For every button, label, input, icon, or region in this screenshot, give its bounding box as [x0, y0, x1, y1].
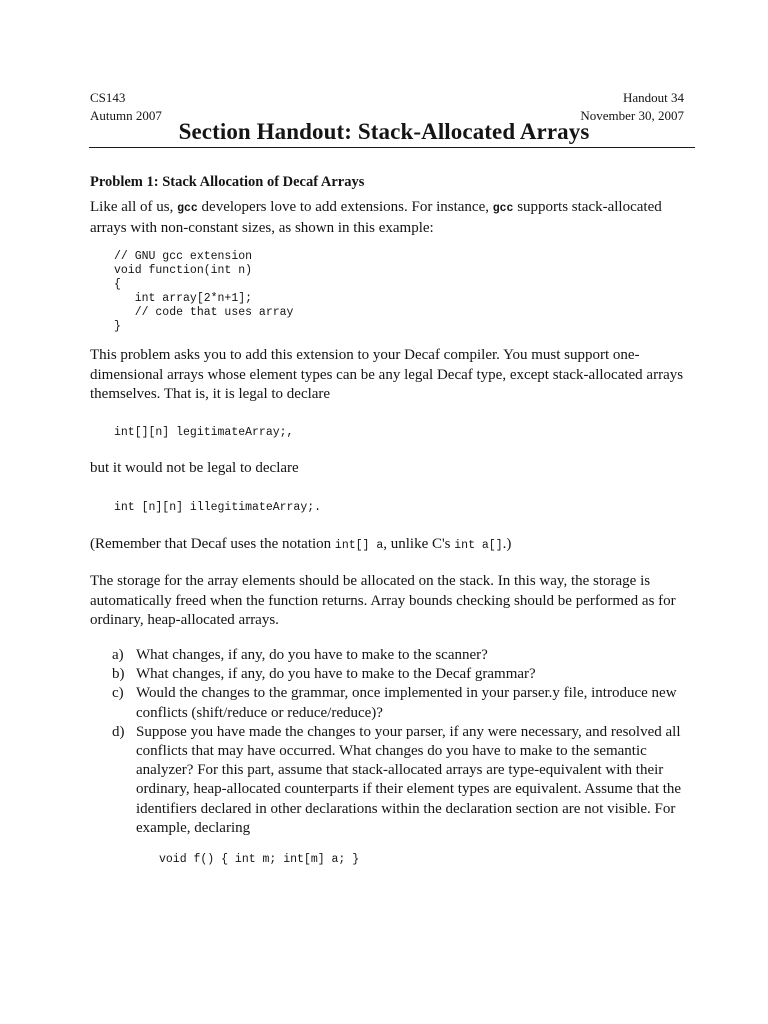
- question-item: [112, 723, 702, 838]
- question-text: Would the changes to the grammar, once implemented in your parser.y file, introduce new conflicts (shift/reduce or reduce/reduce)?: [136, 685, 677, 721]
- code-final-example: void f() { int m; int[m] a; }: [159, 853, 360, 866]
- title-rule: [89, 147, 695, 148]
- question-text: What changes, if any, do you have to make to the scanner?: [136, 647, 488, 663]
- handout-date: November 30, 2007: [580, 108, 684, 123]
- question-label: b): [112, 666, 125, 683]
- code-example-block: // GNU gcc extension void function(int n) { int array[2*n+1]; // code that uses array }: [114, 250, 294, 333]
- question-label: a): [112, 647, 124, 663]
- storage-paragraph: The storage for the array elements should be allocated on the stack. In this way, the storage is automatically freed when the function returns. Array bounds checking should be performed as for ordinary, heap-allocated arrays.: [90, 573, 676, 628]
- problem-heading: Problem 1: Stack Allocation of Decaf Arrays: [90, 174, 365, 190]
- notation-paragraph: [90, 535, 700, 556]
- question-text: Suppose you have made the changes to your parser, if any were necessary, and resolved all conflicts that may have occurred. What changes do you have to make to the semantic analyzer? For this part, assume that stack-allocated arrays are type-equivalent with their ordinary, heap-allocated counterparts if their element types are equivalent. Assume that the identifiers declared in other declarations within the declaration section are not visible. For example, declaring: [136, 723, 682, 836]
- question-label: d): [112, 723, 125, 740]
- code-illegal-declaration: int [n][n] illegitimateArray;.: [114, 501, 322, 514]
- illegal-intro-paragraph: but it would not be legal to declare: [90, 460, 299, 476]
- notation-code-decaf: int[] a: [334, 539, 384, 552]
- notation-text-1: (Remember that Decaf uses the notation: [90, 536, 335, 552]
- question-item: [112, 665, 702, 684]
- intro-text-2: developers love to add extensions. For instance,: [197, 199, 493, 215]
- notation-text-3: .): [502, 536, 512, 552]
- intro-text-1: Like all of us,: [90, 199, 178, 215]
- page-title: Section Handout: Stack-Allocated Arrays: [178, 119, 590, 144]
- question-item: [112, 684, 702, 722]
- question-text: What changes, if any, do you have to make to the Decaf grammar?: [136, 666, 536, 683]
- notation-text-2: , unlike C's: [383, 536, 455, 552]
- intro-text-3: supports stack-allocated arrays with non-constant sizes, as shown in this example:: [90, 199, 662, 236]
- course-label: CS143: [90, 90, 126, 105]
- question-list: [112, 646, 702, 838]
- term-label: Autumn 2007: [90, 108, 162, 123]
- intro-paragraph: [90, 198, 700, 238]
- question-label: c): [112, 685, 124, 702]
- code-legal-declaration: int[][n] legitimateArray;,: [114, 426, 294, 439]
- handout-number: Handout 34: [622, 90, 684, 105]
- intro-code-gcc-1: gcc: [177, 202, 198, 215]
- intro-code-gcc-2: gcc: [492, 202, 514, 215]
- question-item: [112, 646, 702, 665]
- extension-paragraph: This problem asks you to add this extension to your Decaf compiler. You must support one-dimensional arrays whose element types can be any legal Decaf type, except stack-allocated arrays themselves. That is, it is legal to declare: [90, 347, 684, 402]
- notation-code-c: int a[]: [454, 539, 503, 552]
